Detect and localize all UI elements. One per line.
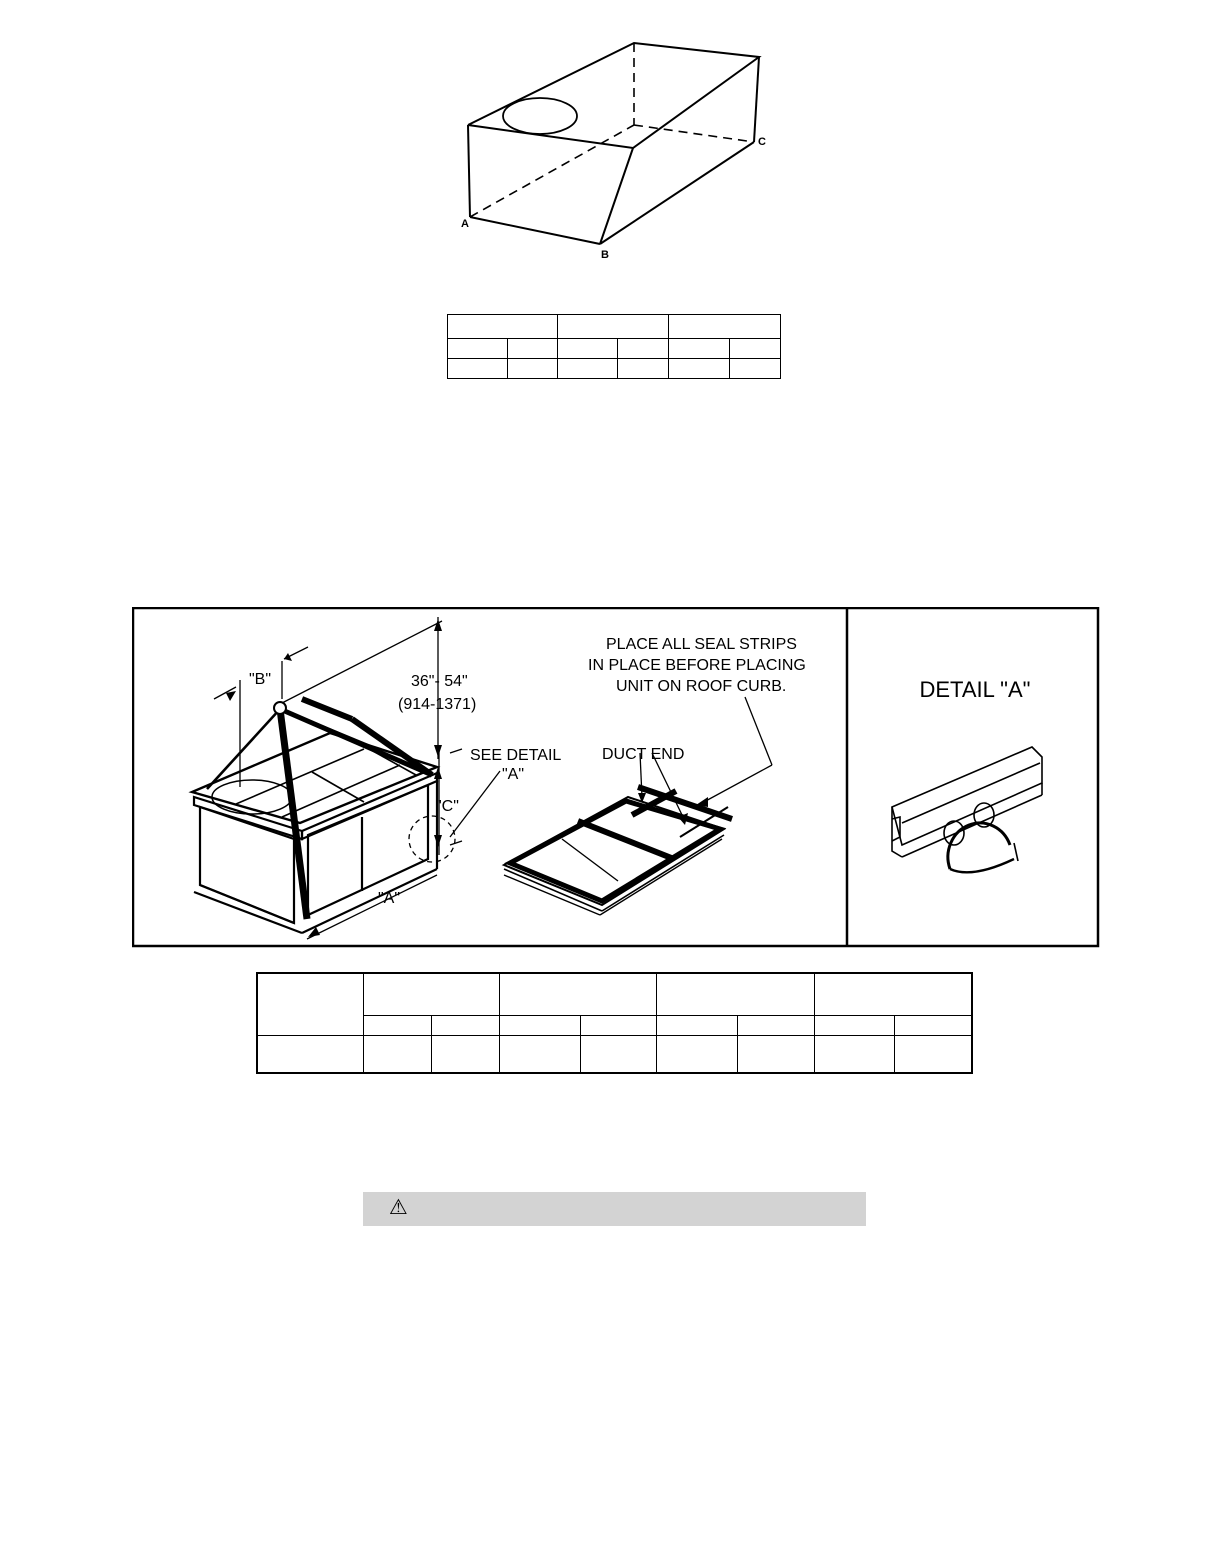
table-row <box>448 339 781 359</box>
seal-strip-detail-drawing <box>892 747 1042 872</box>
detail-a-title: DETAIL "A" <box>919 677 1031 702</box>
seal-strip-note-line-2: IN PLACE BEFORE PLACING <box>588 657 806 674</box>
height-range-metric-label: (914-1371) <box>398 696 477 713</box>
rigging-dimension-table <box>256 972 973 1074</box>
dimension-b-label: "B" <box>249 671 272 688</box>
seal-strip-note-line-3: UNIT ON ROOF CURB. <box>616 678 787 695</box>
table-row <box>448 315 781 339</box>
unit-rigging-diagram <box>132 607 1100 949</box>
warning-triangle-icon: ⚠ <box>389 1195 408 1219</box>
table-row <box>448 359 781 379</box>
warning-banner <box>363 1192 866 1226</box>
corner-label-a: A <box>461 218 469 230</box>
table-row <box>257 973 972 1015</box>
corner-label-c: C <box>758 136 766 148</box>
table-row <box>257 1035 972 1073</box>
see-detail-ref-label: "A" <box>502 766 525 783</box>
table-row <box>257 1015 972 1035</box>
height-range-label: 36"- 54" <box>411 673 468 690</box>
dimension-a-label: "A" <box>378 890 401 907</box>
corner-label-b: B <box>601 249 609 261</box>
see-detail-label: SEE DETAIL <box>470 747 562 764</box>
corner-weight-table <box>447 314 781 379</box>
seal-strip-note-line-1: PLACE ALL SEAL STRIPS <box>606 636 797 653</box>
dimension-c-label: "C" <box>436 798 459 815</box>
duct-end-label: DUCT END <box>602 746 685 763</box>
center-of-gravity-box-diagram <box>440 30 790 270</box>
